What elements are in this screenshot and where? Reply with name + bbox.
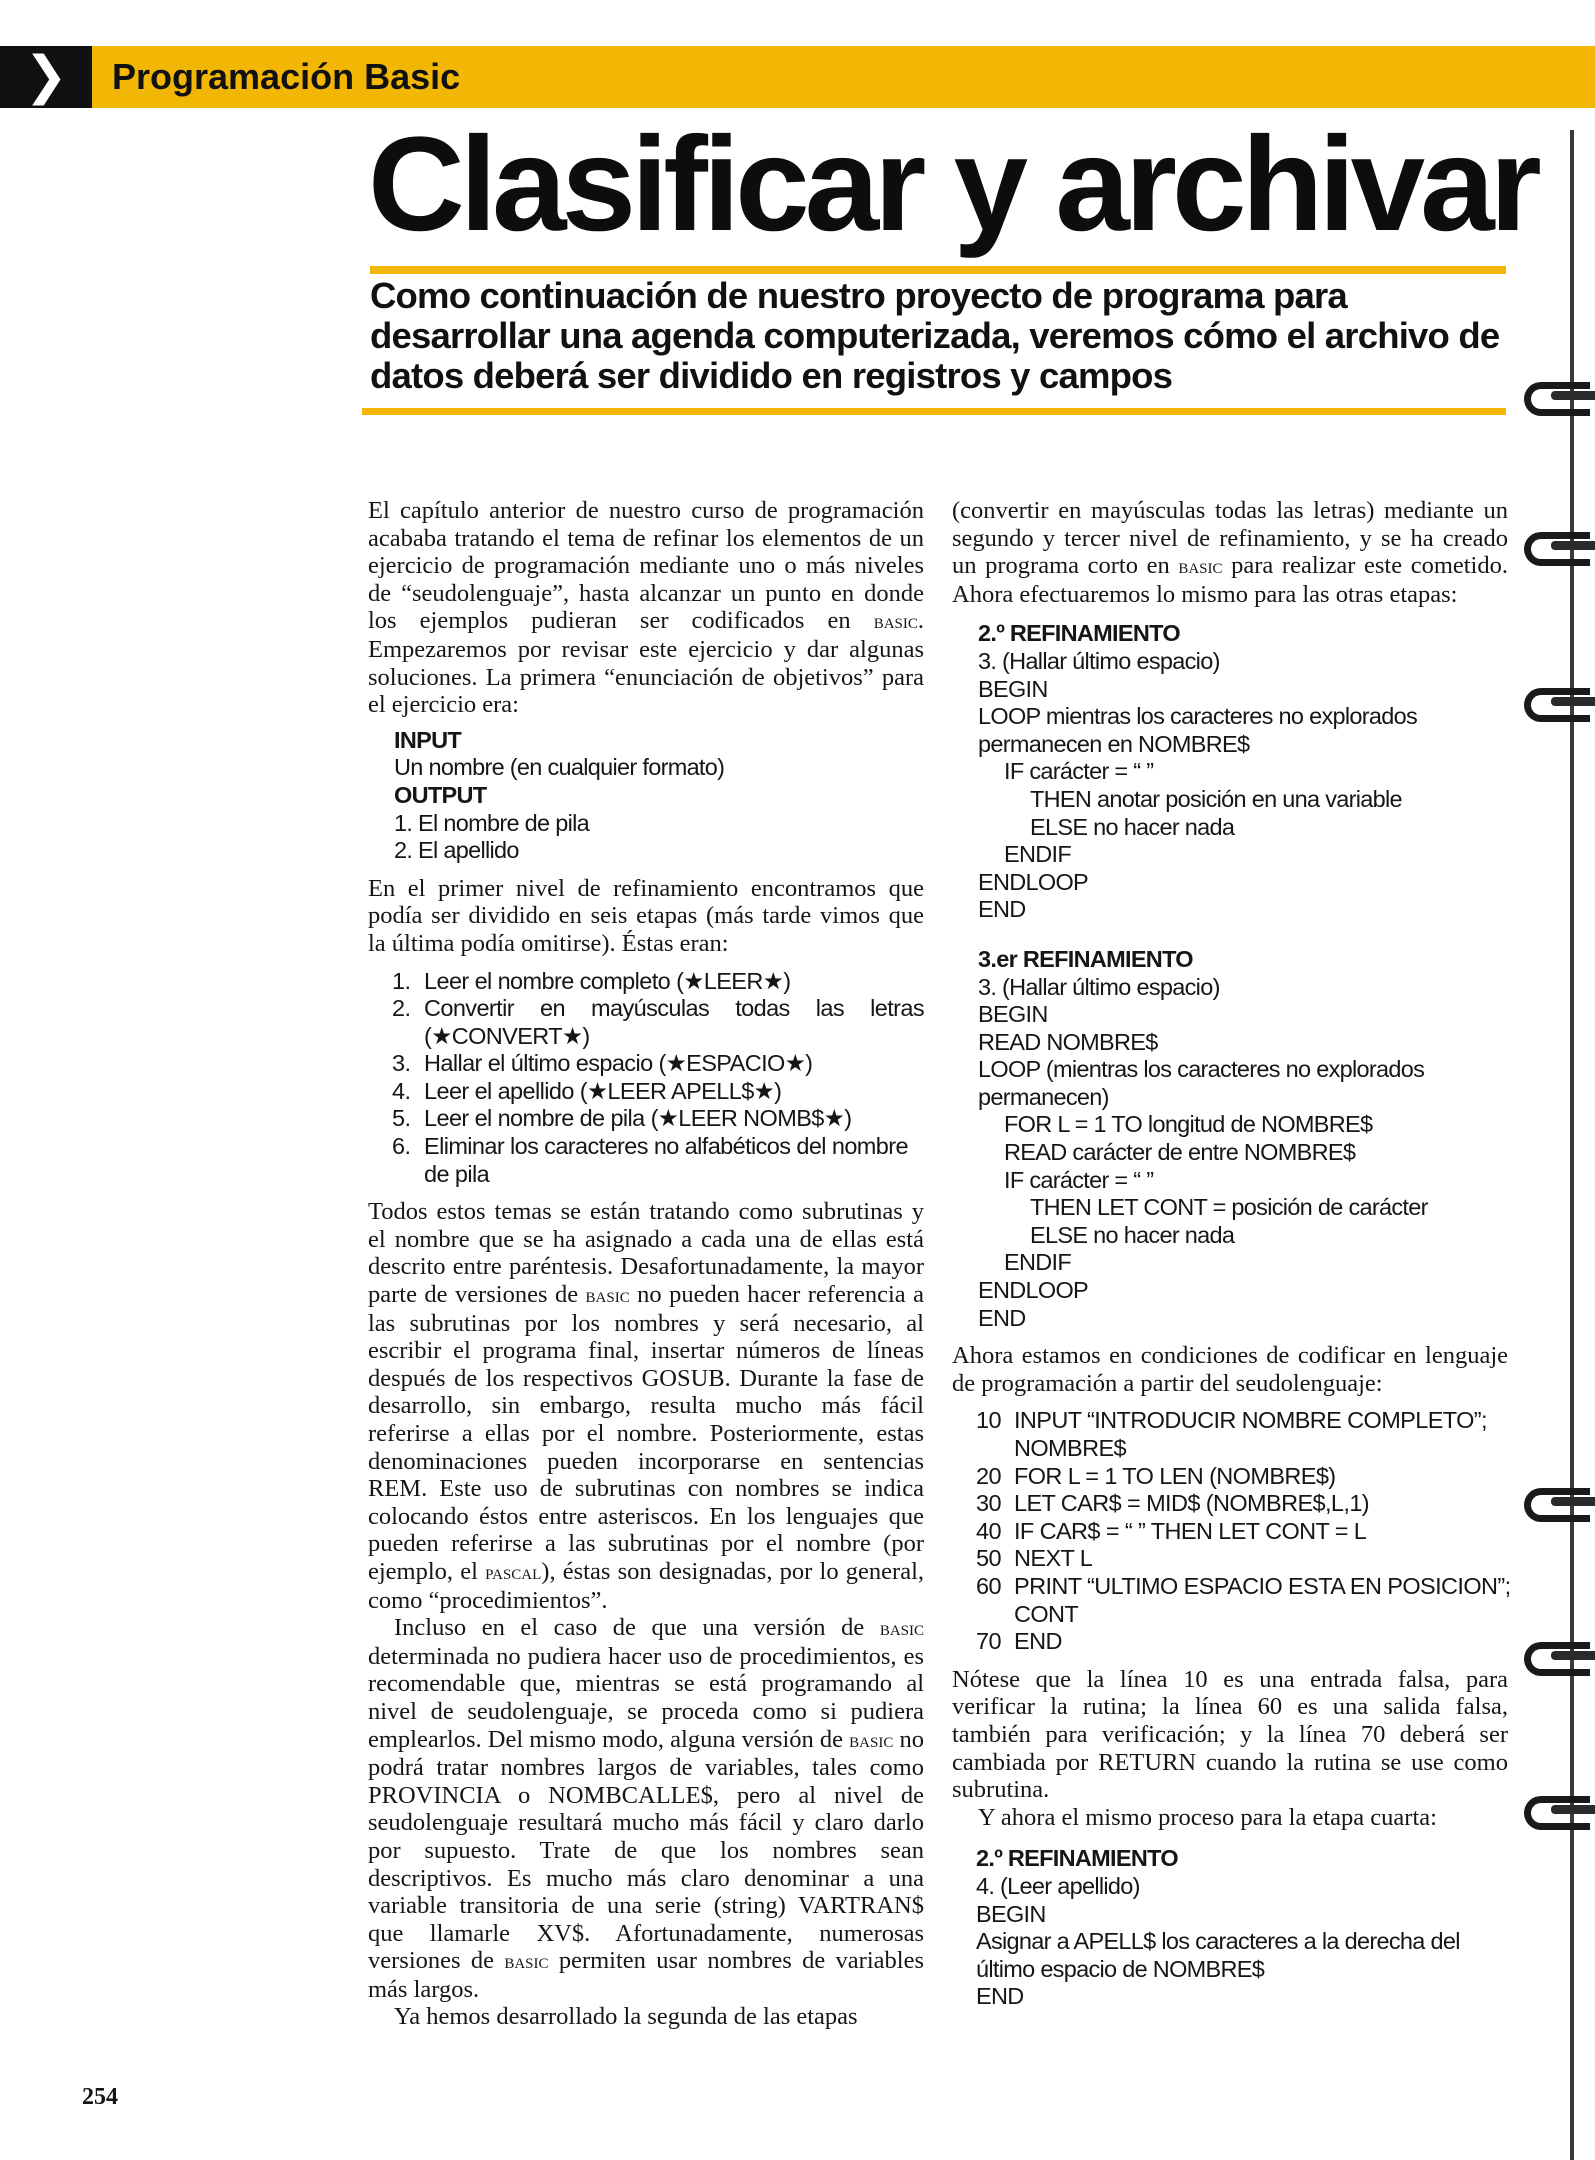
pseudo-line: último espacio de NOMBRE$ bbox=[976, 1955, 1265, 1982]
paragraph-stage-four: Y ahora el mismo proceso para la etapa cuarta: bbox=[978, 1803, 1437, 1831]
pseudo-line: THEN LET CONT = posición de carácter bbox=[1030, 1194, 1428, 1221]
pseudo-line: ELSE no hacer nada bbox=[1030, 1221, 1235, 1248]
paragraph-procedures: Incluso en el caso de que una versión de basic determinada no pudiera hacer uso de procedimientos, es recomendable que, mientras se está programando al nivel de seudolenguaje, se proceda como si pudiera emplearlos. Del mismo modo, alguna versión de basic no podrá tratar nombres largos de variables, tales como PROVINCIA o NOMBCALLE$, pero al nivel de seudolenguaje resultará mucho más fácil y claro darlo por supuesto. Trate de que los nombres sean descriptivos. Es mucho más claro denominar a una variable transitoria de una serie (string) VARTRAN$ que llamarle XV$. Afortunadamente, numerosas versiones de basic permiten usar nombres de variables más largos. bbox=[368, 1614, 924, 2003]
pseudo-line: BEGIN bbox=[976, 1900, 1046, 1927]
output-item: 2. El apellido bbox=[394, 837, 519, 864]
list-item: 3. Hallar el último espacio (★ESPACIO★) bbox=[392, 1050, 813, 1077]
article-subtitle: Como continuación de nuestro proyecto de programa para desarrollar una agenda computerizada, veremos cómo el archivo de datos deberá ser dividido en registros y campos bbox=[370, 275, 1500, 396]
code-line: 40 IF CAR$ = “ ” THEN LET CONT = L bbox=[976, 1517, 1367, 1544]
article-title: Clasificar y archivar bbox=[368, 110, 1537, 259]
code-line: 10 INPUT “INTRODUCIR NOMBRE COMPLETO”; bbox=[976, 1407, 1487, 1434]
left-column bbox=[368, 497, 924, 2031]
refinement-block-2 bbox=[952, 620, 1508, 924]
binder-ring-icon bbox=[1524, 1488, 1590, 1522]
code-line: 70 END bbox=[976, 1628, 1062, 1655]
right-column bbox=[952, 497, 1511, 2021]
basic-code-listing bbox=[952, 1407, 1511, 1655]
pseudo-line: END bbox=[978, 1304, 1026, 1331]
code-line: 60 PRINT “ULTIMO ESPACIO ESTA EN POSICION”; bbox=[976, 1572, 1511, 1599]
pseudo-line: LOOP mientras los caracteres no explorados bbox=[978, 703, 1418, 730]
pseudo-line: BEGIN bbox=[978, 675, 1048, 702]
pseudo-line: FOR L = 1 TO longitud de NOMBRE$ bbox=[1004, 1111, 1373, 1138]
output-item: 1. El nombre de pila bbox=[394, 809, 590, 836]
pseudo-line: READ NOMBRE$ bbox=[978, 1028, 1158, 1055]
pseudo-line: IF carácter = “ ” bbox=[1004, 1166, 1154, 1193]
pseudo-line: ENDIF bbox=[1004, 841, 1072, 868]
stages-list bbox=[392, 968, 924, 1189]
paragraph-notes: Nótese que la línea 10 es una entrada falsa, para verificar la rutina; la línea 60 es una salida falsa, también para verificación; y la línea 70 deberá ser cambiada por RETURN cuando la rutina se use como subrutina. bbox=[952, 1665, 1508, 1804]
binder-ring-icon bbox=[1524, 382, 1590, 416]
code-line: NOMBRE$ bbox=[1014, 1435, 1127, 1461]
code-line: 30 LET CAR$ = MID$ (NOMBRE$,L,1) bbox=[976, 1490, 1370, 1517]
pseudo-line: 4. (Leer apellido) bbox=[976, 1872, 1140, 1899]
pseudo-line: ENDLOOP bbox=[978, 868, 1089, 895]
paragraph-subroutines: Todos estos temas se están tratando como subrutinas y el nombre que se ha asignado a cada una de ellas está descrito entre paréntesis. Desafortunadamente, la mayor parte de versiones de basic no pueden hacer referencia a las subrutinas por los nombres y será necesario, al escribir el programa final, insertar números de líneas después de los respectivos GOSUB. Durante la fase de desarrollo, sin embargo, resulta mucho más fácil referirse a ellas por el nombre. Posteriormente, estas denominaciones pueden incorporarse en sentencias REM. Este uso de subrutinas con nombres se indica colocando éstos entre asteriscos. En los lenguajes que pueden referirse a las subrutinas por el nombre (por ejemplo, el pascal), éstas son designadas, por lo general, como “procedimientos”. bbox=[368, 1198, 924, 1614]
pseudo-line: THEN anotar posición en una variable bbox=[1030, 785, 1402, 812]
list-item: 2. Convertir en mayúsculas todas las letras (★CONVERT★) bbox=[392, 995, 924, 1049]
output-label: OUTPUT bbox=[394, 781, 487, 808]
list-item: 5. Leer el nombre de pila (★LEER NOMB$★) bbox=[392, 1105, 852, 1132]
pseudo-line: ELSE no hacer nada bbox=[1030, 813, 1235, 840]
paragraph-stages-developed: Ya hemos desarrollado la segunda de las etapas bbox=[394, 2003, 858, 2031]
binder-ring-icon bbox=[1524, 532, 1590, 566]
input-text: Un nombre (en cualquier formato) bbox=[394, 754, 725, 781]
list-item: 4. Leer el apellido (★LEER APELL$★) bbox=[392, 1077, 782, 1104]
pseudo-line: permanecen) bbox=[978, 1083, 1109, 1110]
code-line: 20 FOR L = 1 TO LEN (NOMBRE$) bbox=[976, 1462, 1336, 1489]
pseudo-line: BEGIN bbox=[978, 1001, 1048, 1028]
pseudo-line: ENDLOOP bbox=[978, 1277, 1089, 1304]
intro-paragraph: El capítulo anterior de nuestro curso de programación acababa tratando el tema de refinar los elementos de un ejercicio de programación mediante uno o más niveles de “seudolenguaje”, hasta alcanzar un punto en donde los ejemplos pudieran ser codificados en basic. Empezaremos por revisar este ejercicio y dar algunas soluciones. La primera “enunciación de objetivos” para el ejercicio era: bbox=[368, 497, 924, 719]
refinement-block-3 bbox=[952, 946, 1508, 1332]
right-intro-paragraph: (convertir en mayúsculas todas las letras) mediante un segundo y tercer nivel de refinamiento, y se ha creado un programa corto en basic para realizar este cometido. Ahora efectuaremos lo mismo para las otras etapas: bbox=[952, 497, 1508, 608]
pseudo-line: ENDIF bbox=[1004, 1249, 1072, 1276]
section-label: Programación Basic bbox=[112, 56, 461, 97]
pseudo-line: 3. (Hallar último espacio) bbox=[978, 647, 1220, 674]
list-item: 6. Eliminar los caracteres no alfabéticos del nombre de pila bbox=[392, 1133, 908, 1187]
binder-ring-icon bbox=[1524, 1796, 1590, 1830]
binder-spine bbox=[1570, 130, 1574, 2160]
refinement-heading: 3.er REFINAMIENTO bbox=[978, 945, 1193, 972]
pseudo-line: END bbox=[978, 896, 1026, 923]
title-rule-top bbox=[370, 266, 1506, 274]
pseudo-line: END bbox=[976, 1983, 1024, 2010]
pseudo-line: IF carácter = “ ” bbox=[1004, 758, 1154, 785]
pseudo-line: READ carácter de entre NOMBRE$ bbox=[1004, 1139, 1356, 1166]
chevron-right-icon: ❯ bbox=[0, 46, 92, 108]
binder-ring-icon bbox=[1524, 1642, 1590, 1676]
refinement-heading: 2.º REFINAMIENTO bbox=[976, 1845, 1178, 1872]
pseudo-line: permanecen en NOMBRE$ bbox=[978, 730, 1250, 757]
refinement-block-4 bbox=[952, 1845, 1508, 2011]
paragraph-coding: Ahora estamos en condiciones de codificar en lenguaje de programación a partir del seudolenguaje: bbox=[952, 1342, 1508, 1397]
pseudo-line: Asignar a APELL$ los caracteres a la derecha del bbox=[976, 1928, 1460, 1955]
pseudo-line: LOOP (mientras los caracteres no explorados bbox=[978, 1056, 1425, 1083]
paragraph-stages: En el primer nivel de refinamiento encontramos que podía ser dividido en seis etapas (más tarde vimos que la última podía omitirse). Éstas eran: bbox=[368, 874, 924, 957]
input-label: INPUT bbox=[394, 726, 462, 753]
code-line: 50 NEXT L bbox=[976, 1545, 1093, 1572]
pseudo-line: 3. (Hallar último espacio) bbox=[978, 973, 1220, 1000]
subtitle-rule-bottom bbox=[362, 408, 1506, 415]
page-number: 254 bbox=[82, 2084, 118, 2110]
list-item: 1. Leer el nombre completo (★LEER★) bbox=[392, 967, 791, 994]
refinement-heading: 2.º REFINAMIENTO bbox=[978, 620, 1180, 647]
code-line: CONT bbox=[1014, 1600, 1079, 1627]
binder-ring-icon bbox=[1524, 688, 1590, 722]
io-block bbox=[368, 727, 924, 865]
